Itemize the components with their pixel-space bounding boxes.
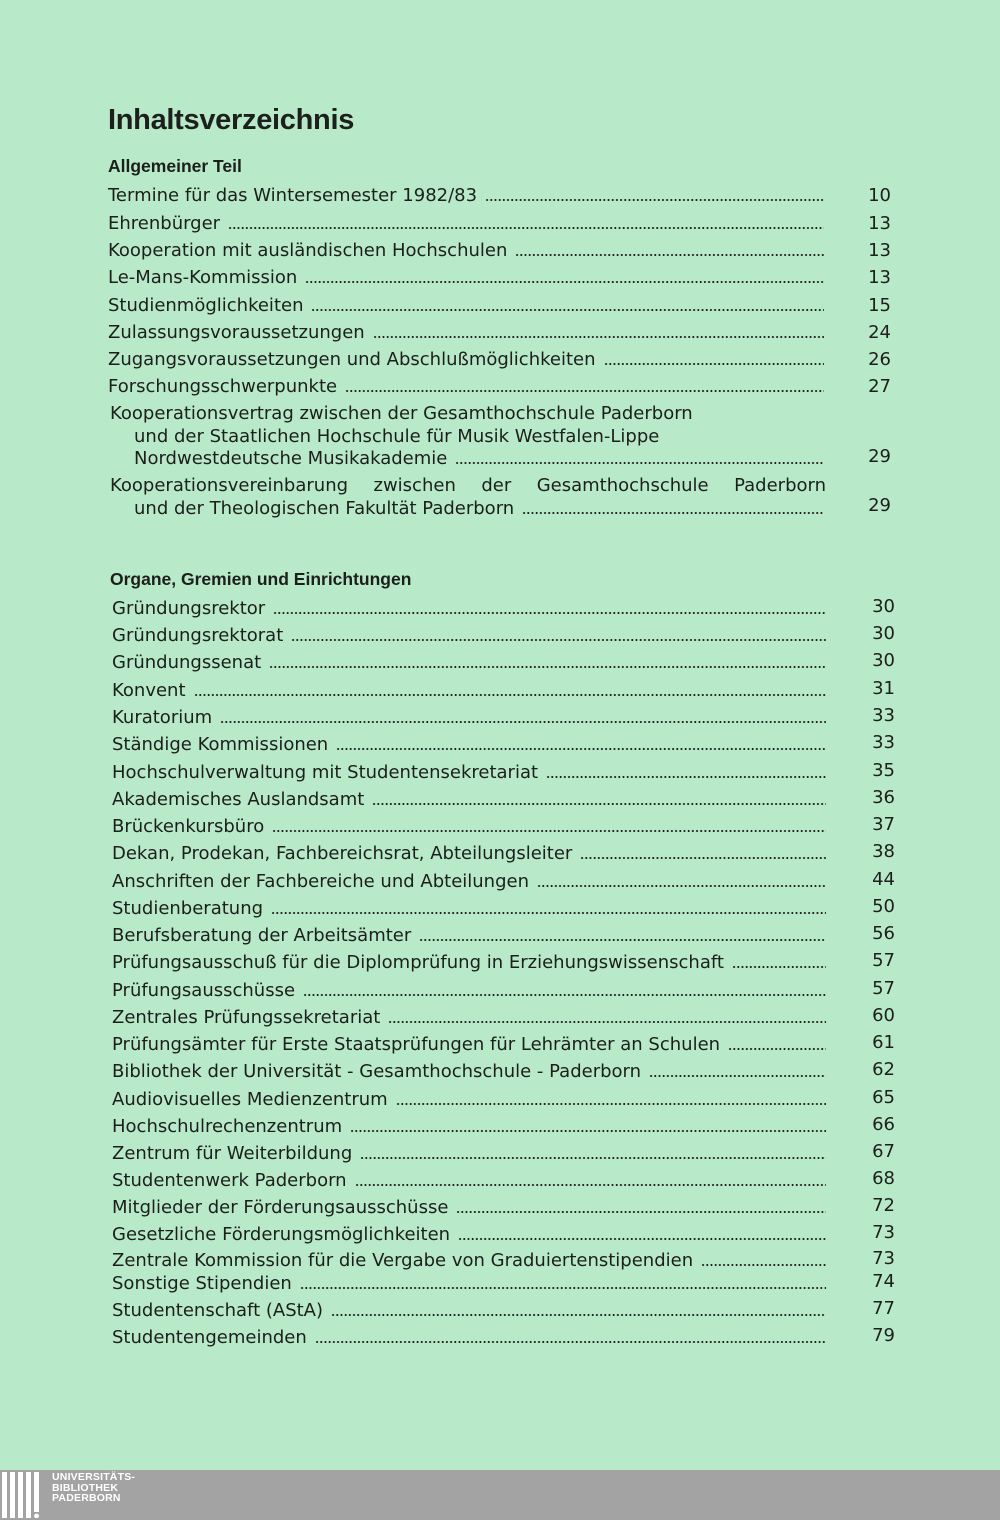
toc-entry-page: 38 (872, 841, 895, 862)
toc-entry-title: Gründungssenat (112, 652, 262, 673)
toc-entry (0, 734, 1000, 761)
toc-entry (0, 707, 1000, 734)
toc-entry-page: 65 (872, 1087, 895, 1108)
toc-entry-page: 66 (872, 1114, 895, 1135)
toc-entry-title: Forschungsschwerpunkte (108, 376, 338, 397)
dot-leader (345, 389, 824, 393)
toc-entry (0, 980, 1000, 1007)
toc-entry-page: 26 (868, 349, 891, 370)
toc-entry (0, 1061, 1000, 1088)
toc-entry (0, 1300, 1000, 1327)
toc-entry-title: Gesetzliche Förderungsmöglichkeiten (112, 1224, 451, 1245)
toc-entry (0, 213, 1000, 240)
toc-entry-page: 31 (872, 678, 895, 699)
dot-leader (604, 362, 824, 366)
dot-leader (732, 965, 826, 969)
dot-leader (728, 1047, 826, 1051)
toc-entry-page: 57 (872, 978, 895, 999)
toc-entry (0, 925, 1000, 952)
dot-leader (315, 1340, 826, 1344)
toc-entry (0, 789, 1000, 816)
toc-entry-page: 30 (872, 596, 895, 617)
toc-entry (0, 898, 1000, 925)
toc-entry-page: 36 (872, 787, 895, 808)
toc-entry (0, 652, 1000, 679)
toc-entry-title: Sonstige Stipendien (112, 1273, 292, 1294)
page-title: Inhaltsverzeichnis (108, 104, 355, 136)
dot-leader (350, 1129, 826, 1133)
dot-leader (515, 253, 824, 257)
toc-entry-page: 15 (868, 295, 891, 316)
toc-entry-title: Audiovisuelles Medienzentrum (112, 1089, 388, 1110)
dot-leader (372, 802, 826, 806)
toc-entry-page: 73 (872, 1222, 895, 1243)
toc-entry (0, 871, 1000, 898)
dot-leader (580, 856, 826, 860)
toc-entry-page: 35 (872, 760, 895, 781)
toc-entry-title: Prüfungsausschuß für die Diplomprüfung in Erziehungswissenschaft (112, 952, 724, 973)
toc-entry-title: Zentrales Prüfungssekretariat (112, 1007, 381, 1028)
dot-leader (360, 1156, 826, 1160)
toc-entry (0, 1197, 1000, 1224)
toc-entry-line: und der Theologischen Fakultät Paderborn (134, 497, 515, 519)
library-name-line: UNIVERSITÄTS- (52, 1471, 136, 1483)
toc-entry-page: 56 (872, 923, 895, 944)
toc-entry-page: 27 (868, 376, 891, 397)
toc-entry (0, 625, 1000, 652)
toc-entry-title: Studentenwerk Paderborn (112, 1170, 347, 1191)
toc-entry-title: Studentenschaft (AStA) (112, 1300, 324, 1321)
toc-entry (0, 598, 1000, 625)
toc-entry-page: 44 (872, 869, 895, 890)
toc-entry (0, 1116, 1000, 1143)
toc-entry (0, 843, 1000, 870)
toc-entry (0, 1170, 1000, 1197)
dot-leader (455, 461, 824, 465)
toc-entry (0, 952, 1000, 979)
toc-entry-title: Prüfungsämter für Erste Staatsprüfungen für Lehrämter an Schulen (112, 1034, 721, 1055)
toc-entry (0, 376, 1000, 403)
toc-entry-title: Hochschulverwaltung mit Studentensekretariat (112, 762, 539, 783)
toc-entry (0, 762, 1000, 789)
dot-leader (291, 638, 826, 642)
toc-entry-page: 50 (872, 896, 895, 917)
toc-entry-title: Termine für das Wintersemester 1982/83 (108, 185, 478, 206)
toc-entry-title: Zugangsvoraussetzungen und Abschlußmöglichkeiten (108, 349, 596, 370)
dot-leader (456, 1210, 826, 1214)
toc-entry-title: Gründungsrektorat (112, 625, 284, 646)
toc-entry-page: 13 (868, 267, 891, 288)
dot-leader (303, 993, 826, 997)
dot-leader (300, 1286, 826, 1290)
toc-entry-page: 60 (872, 1005, 895, 1026)
toc-entry-page: 73 (872, 1248, 895, 1269)
toc-entry-title: Zentrum für Weiterbildung (112, 1143, 353, 1164)
toc-entry-title: Anschriften der Fachbereiche und Abteilungen (112, 871, 529, 892)
toc-entry (0, 680, 1000, 707)
toc-entry-title: Ehrenbürger (108, 213, 221, 234)
dot-leader (419, 938, 826, 942)
dot-leader (336, 747, 826, 751)
dot-leader (269, 665, 826, 669)
toc-entry-title: Kooperation mit ausländischen Hochschulen (108, 240, 508, 261)
toc-entry-title: Ständige Kommissionen (112, 734, 329, 755)
toc-entry-title: Brückenkursbüro (112, 816, 265, 837)
toc-entry (0, 1224, 1000, 1251)
toc-entry-title: Studienberatung (112, 898, 264, 919)
toc-entry-title: Prüfungsausschüsse (112, 980, 296, 1001)
toc-entry-page: 67 (872, 1141, 895, 1162)
dot-leader (485, 198, 824, 202)
toc-entry-title: Mitglieder der Förderungsausschüsse (112, 1197, 449, 1218)
toc-entry-page: 24 (868, 322, 891, 343)
toc-entry (0, 1089, 1000, 1116)
toc-entry-page: 61 (872, 1032, 895, 1053)
dot-leader (272, 829, 826, 833)
toc-entry (0, 1007, 1000, 1034)
toc-entry-multiline (110, 403, 826, 470)
dot-leader (522, 511, 824, 515)
dot-leader (220, 720, 826, 724)
toc-entry-line: und der Staatlichen Hochschule für Musik Westfalen-Lippe (134, 425, 660, 447)
toc-entry-page: 13 (868, 213, 891, 234)
toc-entry (0, 322, 1000, 349)
toc-entry-page: 29 (868, 446, 891, 467)
dot-leader (311, 308, 824, 312)
toc-entry-title: Dekan, Prodekan, Fachbereichsrat, Abteilungsleiter (112, 843, 573, 864)
toc-entry-title: Le-Mans-Kommission (108, 267, 298, 288)
section-heading-organs: Organe, Gremien und Einrichtungen (110, 569, 412, 589)
toc-entry-page: 29 (868, 495, 891, 516)
toc-entry (0, 295, 1000, 322)
library-footer (0, 1470, 1000, 1520)
toc-entry (0, 240, 1000, 267)
toc-entry (0, 1327, 1000, 1354)
toc-entry-page: 37 (872, 814, 895, 835)
dot-leader (701, 1263, 826, 1267)
toc-entry (0, 267, 1000, 294)
toc-entry-multiline (110, 475, 826, 520)
dot-leader (228, 226, 824, 230)
dot-leader (546, 775, 826, 779)
toc-entry-page: 30 (872, 650, 895, 671)
toc-entry-page: 68 (872, 1168, 895, 1189)
toc-entry-page: 10 (868, 185, 891, 206)
library-name-line: BIBLIOTHEK (52, 1481, 119, 1494)
library-name (52, 1472, 135, 1504)
dot-leader (331, 1313, 826, 1317)
toc-entry (0, 1143, 1000, 1170)
toc-entry-line: Kooperationsvertrag zwischen der Gesamthochschule Paderborn (110, 403, 693, 424)
dot-leader (271, 911, 826, 915)
dot-leader (194, 693, 826, 697)
toc-entry-page: 74 (872, 1271, 895, 1292)
toc-entry-page: 57 (872, 950, 895, 971)
toc-entry (0, 816, 1000, 843)
toc-entry (0, 185, 1000, 212)
dot-leader (373, 335, 824, 339)
dot-leader (537, 884, 826, 888)
toc-entry-title: Gründungsrektor (112, 598, 266, 619)
toc-entry-page: 79 (872, 1325, 895, 1346)
dot-leader (649, 1074, 826, 1078)
dot-leader (396, 1102, 826, 1106)
toc-entry-title: Zentrale Kommission für die Vergabe von Graduiertenstipendien (112, 1250, 694, 1271)
section-heading-general: Allgemeiner Teil (108, 156, 242, 176)
dot-leader (273, 611, 826, 615)
toc-entry (0, 1034, 1000, 1061)
toc-entry (0, 349, 1000, 376)
toc-entry-page: 62 (872, 1059, 895, 1080)
toc-entry (0, 1273, 1000, 1300)
library-logo-icon (2, 1472, 46, 1518)
toc-entry-title: Bibliothek der Universität - Gesamthochschule - Paderborn (112, 1061, 642, 1082)
toc-entry-line: Nordwestdeutsche Musikakademie (134, 448, 448, 469)
dot-leader (388, 1020, 826, 1024)
toc-entry-title: Akademisches Auslandsamt (112, 789, 365, 810)
toc-entry-title: Studentengemeinden (112, 1327, 307, 1348)
toc-entry-title: Zulassungsvoraussetzungen (108, 322, 365, 343)
toc-entry-title: Konvent (112, 680, 186, 701)
library-name-line: PADERBORN (52, 1492, 121, 1504)
toc-entry-page: 72 (872, 1195, 895, 1216)
toc-entry-title: Kuratorium (112, 707, 213, 728)
toc-entry-line: Kooperationsvereinbarung zwischen der Gesamthochschule Paderborn (110, 475, 826, 496)
toc-entry-page: 30 (872, 623, 895, 644)
toc-entry-page: 77 (872, 1298, 895, 1319)
dot-leader (458, 1237, 826, 1241)
toc-entry-page: 33 (872, 732, 895, 753)
toc-entry-title: Berufsberatung der Arbeitsämter (112, 925, 412, 946)
toc-entry-page: 13 (868, 240, 891, 261)
toc-entry-title: Hochschulrechenzentrum (112, 1116, 343, 1137)
dot-leader (355, 1183, 826, 1187)
toc-entry-page: 33 (872, 705, 895, 726)
toc-entry-title: Studienmöglichkeiten (108, 295, 304, 316)
dot-leader (305, 280, 824, 284)
